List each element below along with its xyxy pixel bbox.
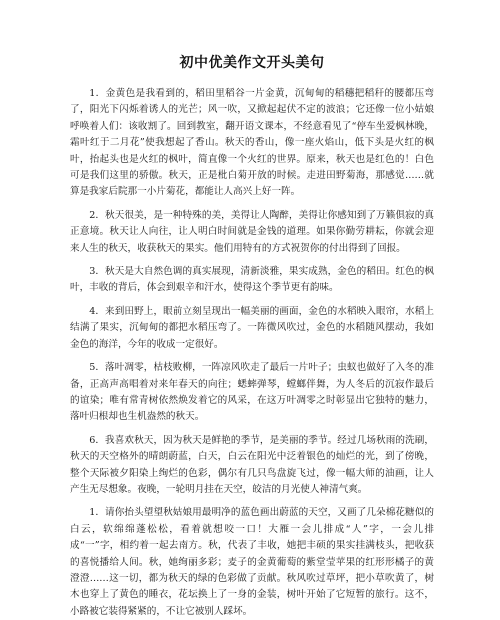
paragraph-5: 5．落叶凋零，枯枝败柳，一阵凉风吹走了最后一片叶子；虫蚁也做好了入冬的准备，正高声高唱着对来年春天的向往；蟋蟀弹琴，螳螂伴舞，为人冬后的沉寂作最后的谊染；唯有常青树依然焕发着它的风采，在这万叶凋零之时彰显出它独特的魅力，落叶归根却也生机盎然的秋天。 — [70, 362, 434, 423]
paragraph-3: 3．秋天是大自然色调的真实展现，清新淡雅，果实成熟，金色的稻田。红色的枫叶，丰收的背后，体会到艰辛和汗水，使得这个季节更有韵味。 — [70, 266, 434, 294]
paragraph-6: 6．我喜欢秋天，因为秋天是鲜艳的季节，是美丽的季节。经过几场秋雨的洗刷，秋天的天空格外的晴朗蔚蓝，白天，白云在阳光中泛着银色的灿烂的光，到了傍晚，整个天际被夕阳染上绚烂的色彩，偶尔有几只鸟盘旋飞过，像一幅大师的油画，让人产生无尽想象。夜晚，一轮明月挂在天空，皎洁的月光使人神清气爽。 — [70, 434, 434, 495]
document-title: 初中优美作文开头美句 — [179, 55, 325, 71]
paragraph-4: 4．来到田野上，眼前立刻呈现出一幅美丽的画面，金色的水稻映入眼帘，水稻上结满了果实，沉甸甸的都把水稻压弯了。一阵微风吹过，金色的水稻随风摆动，我如金色的海洋，今年的收成一定很好。 — [70, 305, 434, 350]
paragraph-1: 1．金黄色是我看到的，稻田里稻谷一片金黄，沉甸甸的稻穗把稻秆的腰都压弯了，阳光下闪烁着诱人的光芒；风一吹，又掀起起伏不定的波浪；它还像一位小姑娘呼唤着人们：该收割了。回到教室，翻开语文课本，不经意看见了“停车坐爱枫林晚，霜叶红于二月花”使我想起了香山。秋天的香山，像一座火焰山，低下头是火红的枫叶，抬起头也是火红的枫叶，简直像一个火红的世界。原来，秋天也是红色的！白色可是我们这里的骄傲。秋天，正是枇白菊开放的时候。走进田野菊海，那感觉……就算是我家后院那一小片菊花，都能让人高兴上好一阵。 — [70, 88, 434, 198]
paragraph-7: 1．请你抬头望望秋姑娘用最明净的蓝色画出蔚蓝的天空，又画了几朵棉花糖似的白云，软绵绵蓬松松，看着就想咬一口！大雁一会儿排成“人”字，一会儿排成“一”字，相约着一起去南方。秋，代表了丰收，她把丰硕的果实挂满枝头，把收获的喜悦播给人间。秋，她绚丽多彩；麦子的金黄葡萄的紫堂莹苹果的红形形橘子的黄澄澄……这一切，都为秋天的绿的色彩做了贡献。秋风吹过草坪，把小草吹黄了，树木也穿上了黄色的睡衣，花坛换上了一身的金装，树叶开始了它短暂的旅行。这不，小路被它装得紧紧的，不让它被别人踩坏。 — [70, 507, 434, 617]
paragraph-2: 2．秋天很美，是一种特殊的美，美得让人陶醉，美得让你感知到了万籁俱寂的真正意境。秋天让人向往，让人明白时间就是金钱的道理。如果你勤劳耕耘，你就会迎来人生的秋天，收获秋天的果实。他们用特有的方式祝贺你的付出得到了回报。 — [70, 209, 434, 254]
